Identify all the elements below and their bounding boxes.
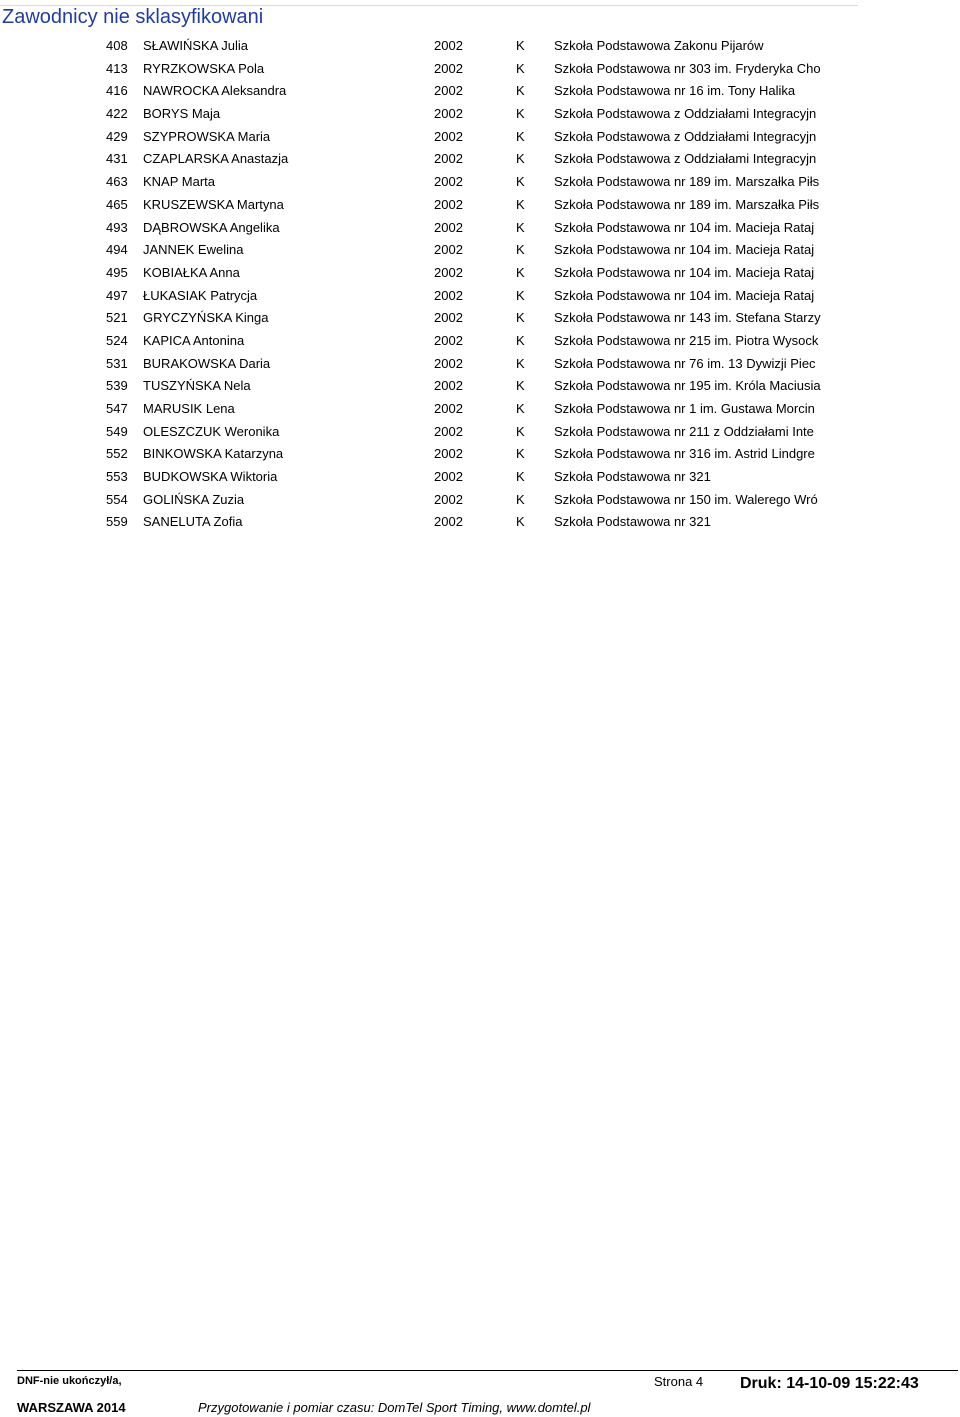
birth-year: 2002 xyxy=(434,514,463,530)
start-number: 521 xyxy=(106,310,128,326)
school-name: Szkoła Podstawowa z Oddziałami Integracyjn xyxy=(554,128,817,144)
athlete-name: CZAPLARSKA Anastazja xyxy=(143,151,289,167)
start-number: 408 xyxy=(106,38,128,53)
sex: K xyxy=(516,151,525,167)
school-name: Szkoła Podstawowa nr 303 im. Fryderyka Cho xyxy=(554,60,821,76)
list-item xyxy=(0,35,960,58)
list-item xyxy=(0,148,960,171)
list-item xyxy=(0,126,960,149)
athlete-name: RYRZKOWSKA Pola xyxy=(143,60,265,76)
footer-rule xyxy=(17,1370,958,1371)
athlete-name: KOBIAŁKA Anna xyxy=(143,264,240,280)
school-name: Szkoła Podstawowa nr 195 im. Króla Maciusia xyxy=(554,378,821,394)
sex: K xyxy=(516,491,525,507)
prepared-by: Przygotowanie i pomiar czasu: DomTel Sport Timing, www.domtel.pl xyxy=(198,1400,591,1415)
birth-year: 2002 xyxy=(434,332,463,348)
birth-year: 2002 xyxy=(434,401,463,416)
sex: K xyxy=(516,174,525,190)
sex: K xyxy=(516,446,525,462)
sex: K xyxy=(516,242,525,258)
sex: K xyxy=(516,469,525,485)
list-item xyxy=(0,443,960,466)
birth-year: 2002 xyxy=(434,196,463,212)
sex: K xyxy=(516,128,525,144)
athlete-name: KAPICA Antonina xyxy=(143,332,245,348)
school-name: Szkoła Podstawowa nr 76 im. 13 Dywizji Piec xyxy=(554,355,816,371)
sex: K xyxy=(516,310,525,326)
birth-year: 2002 xyxy=(434,469,463,485)
sex: K xyxy=(516,196,525,212)
event-city: WARSZAWA 2014 xyxy=(17,1400,126,1415)
start-number: 493 xyxy=(106,219,128,235)
list-item xyxy=(0,353,960,376)
list-item xyxy=(0,239,960,262)
birth-year: 2002 xyxy=(434,310,463,326)
sex: K xyxy=(516,332,525,348)
school-name: Szkoła Podstawowa nr 16 im. Tony Halika xyxy=(554,83,796,99)
list-item xyxy=(0,171,960,194)
athlete-name: BUDKOWSKA Wiktoria xyxy=(143,469,278,485)
school-name: Szkoła Podstawowa nr 316 im. Astrid Lindgre xyxy=(554,446,815,462)
school-name: Szkoła Podstawowa nr 143 im. Stefana Starzy xyxy=(554,310,821,326)
birth-year: 2002 xyxy=(434,423,463,439)
start-number: 547 xyxy=(106,401,128,416)
school-name: Szkoła Podstawowa nr 104 im. Macieja Rataj xyxy=(554,219,815,235)
start-number: 465 xyxy=(106,196,128,212)
list-item xyxy=(0,375,960,398)
athlete-name: SŁAWIŃSKA Julia xyxy=(143,38,249,53)
dnf-note: DNF-nie ukończył/a, xyxy=(17,1375,122,1387)
school-name: Szkoła Podstawowa nr 104 im. Macieja Rataj xyxy=(554,242,815,258)
birth-year: 2002 xyxy=(434,219,463,235)
start-number: 524 xyxy=(106,332,128,348)
sex: K xyxy=(516,106,525,122)
athlete-name: BURAKOWSKA Daria xyxy=(143,355,271,371)
sex: K xyxy=(516,83,525,99)
school-name: Szkoła Podstawowa nr 104 im. Macieja Rataj xyxy=(554,264,815,280)
list-item xyxy=(0,398,960,421)
birth-year: 2002 xyxy=(434,60,463,76)
school-name: Szkoła Podstawowa nr 1 im. Gustawa Morcin xyxy=(554,401,815,416)
school-name: Szkoła Podstawowa z Oddziałami Integracyjn xyxy=(554,106,817,122)
birth-year: 2002 xyxy=(434,242,463,258)
school-name: Szkoła Podstawowa nr 189 im. Marszałka Piłs xyxy=(554,196,820,212)
list-item xyxy=(0,262,960,285)
start-number: 429 xyxy=(106,128,128,144)
list-item xyxy=(0,217,960,240)
athlete-name: BINKOWSKA Katarzyna xyxy=(143,446,284,462)
sex: K xyxy=(516,423,525,439)
sex: K xyxy=(516,378,525,394)
list-item xyxy=(0,194,960,217)
school-name: Szkoła Podstawowa nr 215 im. Piotra Wysock xyxy=(554,332,819,348)
start-number: 463 xyxy=(106,174,128,190)
athlete-name: OLESZCZUK Weronika xyxy=(143,423,280,439)
list-item xyxy=(0,80,960,103)
athlete-name: MARUSIK Lena xyxy=(143,401,235,416)
list-item xyxy=(0,285,960,308)
birth-year: 2002 xyxy=(434,446,463,462)
athlete-name: DĄBROWSKA Angelika xyxy=(143,219,280,235)
page-number: Strona 4 xyxy=(654,1374,704,1389)
start-number: 431 xyxy=(106,151,128,167)
start-number: 531 xyxy=(106,355,128,371)
sex: K xyxy=(516,401,525,416)
athlete-name: KRUSZEWSKA Martyna xyxy=(143,196,284,212)
list-item xyxy=(0,307,960,330)
start-number: 554 xyxy=(106,491,128,507)
sex: K xyxy=(516,219,525,235)
birth-year: 2002 xyxy=(434,106,463,122)
print-timestamp: Druk: 14-10-09 15:22:43 xyxy=(740,1375,919,1392)
birth-year: 2002 xyxy=(434,38,463,53)
sex: K xyxy=(516,287,525,303)
list-item xyxy=(0,489,960,512)
birth-year: 2002 xyxy=(434,83,463,99)
school-name: Szkoła Podstawowa nr 104 im. Macieja Rataj xyxy=(554,287,815,303)
section-title: Zawodnicy nie sklasyfikowani xyxy=(2,6,264,28)
sex: K xyxy=(516,514,525,530)
start-number: 552 xyxy=(106,446,128,462)
birth-year: 2002 xyxy=(434,151,463,167)
school-name: Szkoła Podstawowa nr 150 im. Walerego Wró xyxy=(554,491,818,507)
school-name: Szkoła Podstawowa z Oddziałami Integracyjn xyxy=(554,151,817,167)
birth-year: 2002 xyxy=(434,491,463,507)
school-name: Szkoła Podstawowa nr 321 xyxy=(554,514,711,530)
athlete-name: NAWROCKA Aleksandra xyxy=(143,83,287,99)
list-item xyxy=(0,466,960,489)
start-number: 553 xyxy=(106,469,128,485)
athlete-name: JANNEK Ewelina xyxy=(143,242,244,258)
results-list xyxy=(0,35,960,534)
start-number: 495 xyxy=(106,264,128,280)
athlete-name: KNAP Marta xyxy=(143,174,216,190)
birth-year: 2002 xyxy=(434,174,463,190)
birth-year: 2002 xyxy=(434,128,463,144)
start-number: 549 xyxy=(106,423,128,439)
birth-year: 2002 xyxy=(434,287,463,303)
athlete-name: SZYPROWSKA Maria xyxy=(143,128,271,144)
start-number: 559 xyxy=(106,514,128,530)
start-number: 416 xyxy=(106,83,128,99)
athlete-name: GOLIŃSKA Zuzia xyxy=(143,491,245,507)
list-item xyxy=(0,103,960,126)
birth-year: 2002 xyxy=(434,264,463,280)
start-number: 413 xyxy=(106,60,128,76)
athlete-name: GRYCZYŃSKA Kinga xyxy=(143,310,269,326)
sex: K xyxy=(516,60,525,76)
school-name: Szkoła Podstawowa nr 321 xyxy=(554,469,711,485)
athlete-name: BORYS Maja xyxy=(143,106,221,122)
school-name: Szkoła Podstawowa nr 189 im. Marszałka Piłs xyxy=(554,174,820,190)
list-item xyxy=(0,511,960,534)
athlete-name: TUSZYŃSKA Nela xyxy=(143,378,251,394)
list-item xyxy=(0,58,960,81)
birth-year: 2002 xyxy=(434,355,463,371)
start-number: 497 xyxy=(106,287,128,303)
school-name: Szkoła Podstawowa nr 211 z Oddziałami Inte xyxy=(554,423,814,439)
athlete-name: ŁUKASIAK Patrycja xyxy=(143,287,258,303)
athlete-name: SANELUTA Zofia xyxy=(143,514,243,530)
sex: K xyxy=(516,38,525,53)
school-name: Szkoła Podstawowa Zakonu Pijarów xyxy=(554,38,764,53)
start-number: 494 xyxy=(106,242,128,258)
start-number: 539 xyxy=(106,378,128,394)
sex: K xyxy=(516,355,525,371)
start-number: 422 xyxy=(106,106,128,122)
birth-year: 2002 xyxy=(434,378,463,394)
list-item xyxy=(0,421,960,444)
list-item xyxy=(0,330,960,353)
sex: K xyxy=(516,264,525,280)
